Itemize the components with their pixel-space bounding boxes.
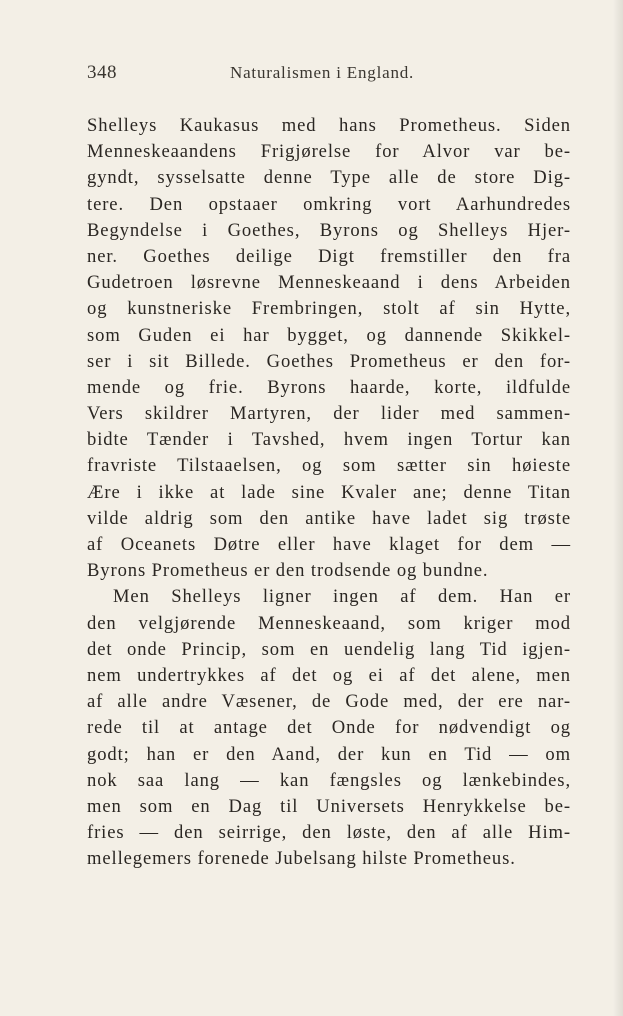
- text-line: Menneskeaandens Frigjørelse for Alvor var be-: [87, 141, 571, 163]
- text-line: rede til at antage det Onde for nødvendigt og: [87, 717, 571, 739]
- text-line: tere. Den opstaaer omkring vort Aarhundredes: [87, 193, 571, 215]
- text-line: fries — den seirrige, den løste, den af alle Him-: [87, 822, 571, 844]
- text-line: men som en Dag til Universets Henrykkelse be-: [87, 795, 571, 817]
- text-line: Gudetroen løsrevne Menneskeaand i dens Arbeiden: [87, 272, 571, 294]
- text-line: nok saa lang — kan fængsles og lænkebindes,: [87, 769, 571, 791]
- text-line: bidte Tænder i Tavshed, hvem ingen Tortur kan: [87, 429, 571, 451]
- text-line: af alle andre Væsener, de Gode med, der ere nar-: [87, 691, 571, 713]
- text-line: godt; han er den Aand, der kun en Tid — om: [87, 743, 571, 765]
- text-line: ner. Goethes deilige Digt fremstiller den fra: [87, 245, 571, 267]
- text-line: vilde aldrig som den antike have ladet sig trøste: [87, 507, 571, 529]
- text-line: af Oceanets Døtre eller have klaget for dem —: [87, 534, 571, 555]
- text-line: Begyndelse i Goethes, Byrons og Shelleys Hjer-: [87, 219, 571, 241]
- text-line: det onde Princip, som en uendelig lang Tid igjen-: [87, 638, 571, 660]
- text-line: mellegemers forenede Jubelsang hilste Prometheus.: [87, 848, 516, 870]
- running-title: Naturalismen i England.: [230, 63, 415, 82]
- body-text: [87, 113, 571, 872]
- text-line: gyndt, sysselsatte denne Type alle de store Dig-: [87, 167, 571, 189]
- text-line: Byrons Prometheus er den trodsende og bundne.: [87, 560, 489, 582]
- text-line: og kunstneriske Frembringen, stolt af sin Hytte,: [87, 298, 571, 320]
- text-line: nem undertrykkes af det og ei af det alene, men: [87, 664, 571, 686]
- text-line: som Guden ei har bygget, og dannende Skikkel-: [87, 324, 571, 346]
- text-line: den velgjørende Menneskeaand, som kriger mod: [87, 612, 571, 634]
- text-line: Ære i ikke at lade sine Kvaler ane; denne Titan: [87, 481, 571, 503]
- page-number: 348: [87, 62, 117, 83]
- page-edge-shadow: [613, 0, 623, 1016]
- text-line: mende og frie. Byrons haarde, korte, ildfulde: [87, 376, 571, 398]
- text-line: Vers skildrer Martyren, der lider med sammen-: [87, 403, 571, 425]
- text-line: Shelleys Kaukasus med hans Prometheus. Siden: [87, 115, 571, 136]
- text-line: ser i sit Billede. Goethes Prometheus er den for-: [87, 350, 571, 372]
- text-line: Men Shelleys ligner ingen af dem. Han er: [113, 586, 571, 608]
- page-header: [87, 62, 573, 86]
- text-line: fravriste Tilstaaelsen, og som sætter sin høieste: [87, 455, 571, 477]
